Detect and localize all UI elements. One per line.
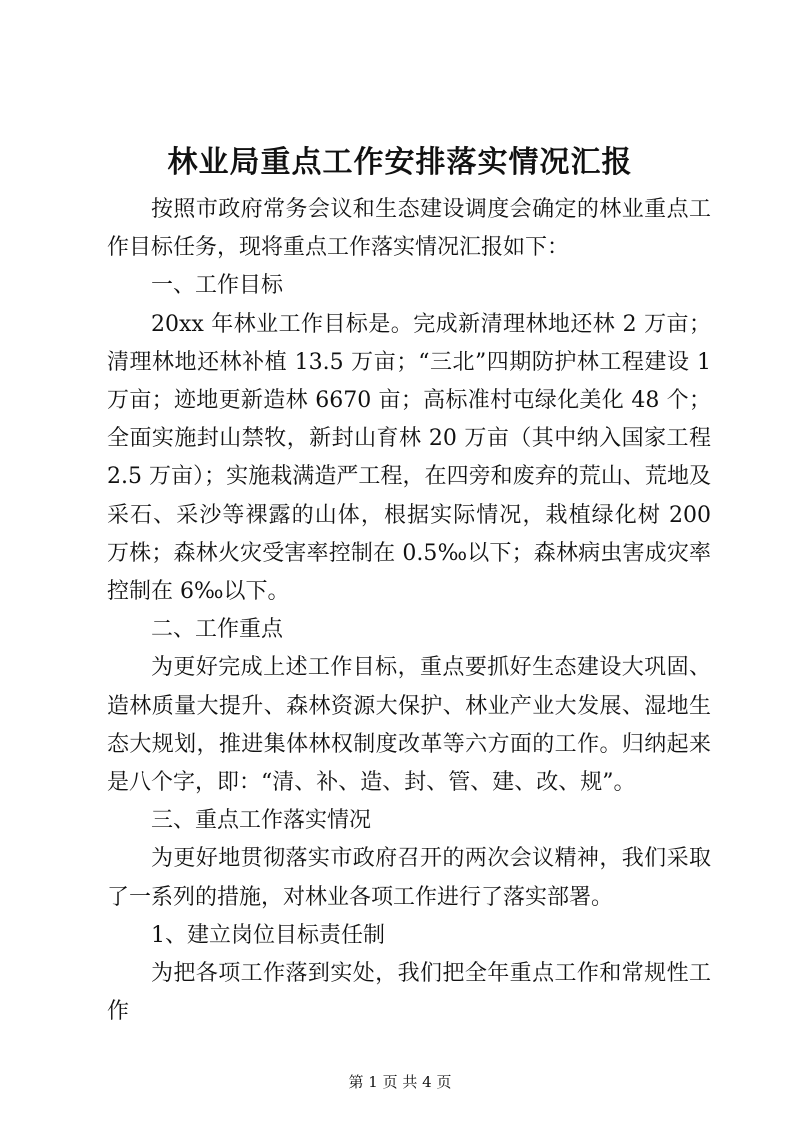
implementation-paragraph: 为更好地贯彻落实市政府召开的两次会议精神，我们采取了一系列的措施，对林业各项工作进行了落实部署。 xyxy=(107,846,711,910)
goals-paragraph: 20xx 年林业工作目标是。完成新清理林地还林 2 万亩；清理林地还林补植 13.5 万亩；“三北”四期防护林工程建设 1 万亩；迹地更新造林 6670 亩；高标准村屯绿化美化 48 个；全面实施封山禁牧，新封山育林 20 万亩（其中纳入国家工程 2.5 万亩）；实施栽满造严工程，在四旁和废弃的荒山、荒地及采石、采沙等裸露的山体，根据实际情况，栽植绿化树 200 万株；森林火灾受害率控制在 0.5‰以下；森林病虫害成灾率控制在 6‰以下。 xyxy=(107,311,711,605)
page-number-footer: 第 1 页 共 4 页 xyxy=(348,1073,452,1091)
subsection-heading-responsibility: 1、建立岗位目标责任制 xyxy=(151,922,385,948)
intro-paragraph: 按照市政府常务会议和生态建设调度会确定的林业重点工作目标任务，现将重点工作落实情况汇报如下： xyxy=(107,197,711,261)
section-heading-focus: 二、工作重点 xyxy=(151,617,284,643)
document-body xyxy=(107,191,711,1031)
responsibility-paragraph: 为把各项工作落到实处，我们把全年重点工作和常规性工作 xyxy=(107,961,711,1025)
section-heading-goals: 一、工作目标 xyxy=(151,273,284,299)
section-heading-implementation: 三、重点工作落实情况 xyxy=(151,808,372,834)
focus-paragraph: 为更好完成上述工作目标，重点要抓好生态建设大巩固、造林质量大提升、森林资源大保护、林业产业大发展、湿地生态大规划，推进集体林权制度改革等六方面的工作。归纳起来是八个字，即：“清、补、造、封、管、建、改、规”。 xyxy=(107,655,711,796)
document-title: 林业局重点工作安排落实情况汇报 xyxy=(167,145,633,180)
